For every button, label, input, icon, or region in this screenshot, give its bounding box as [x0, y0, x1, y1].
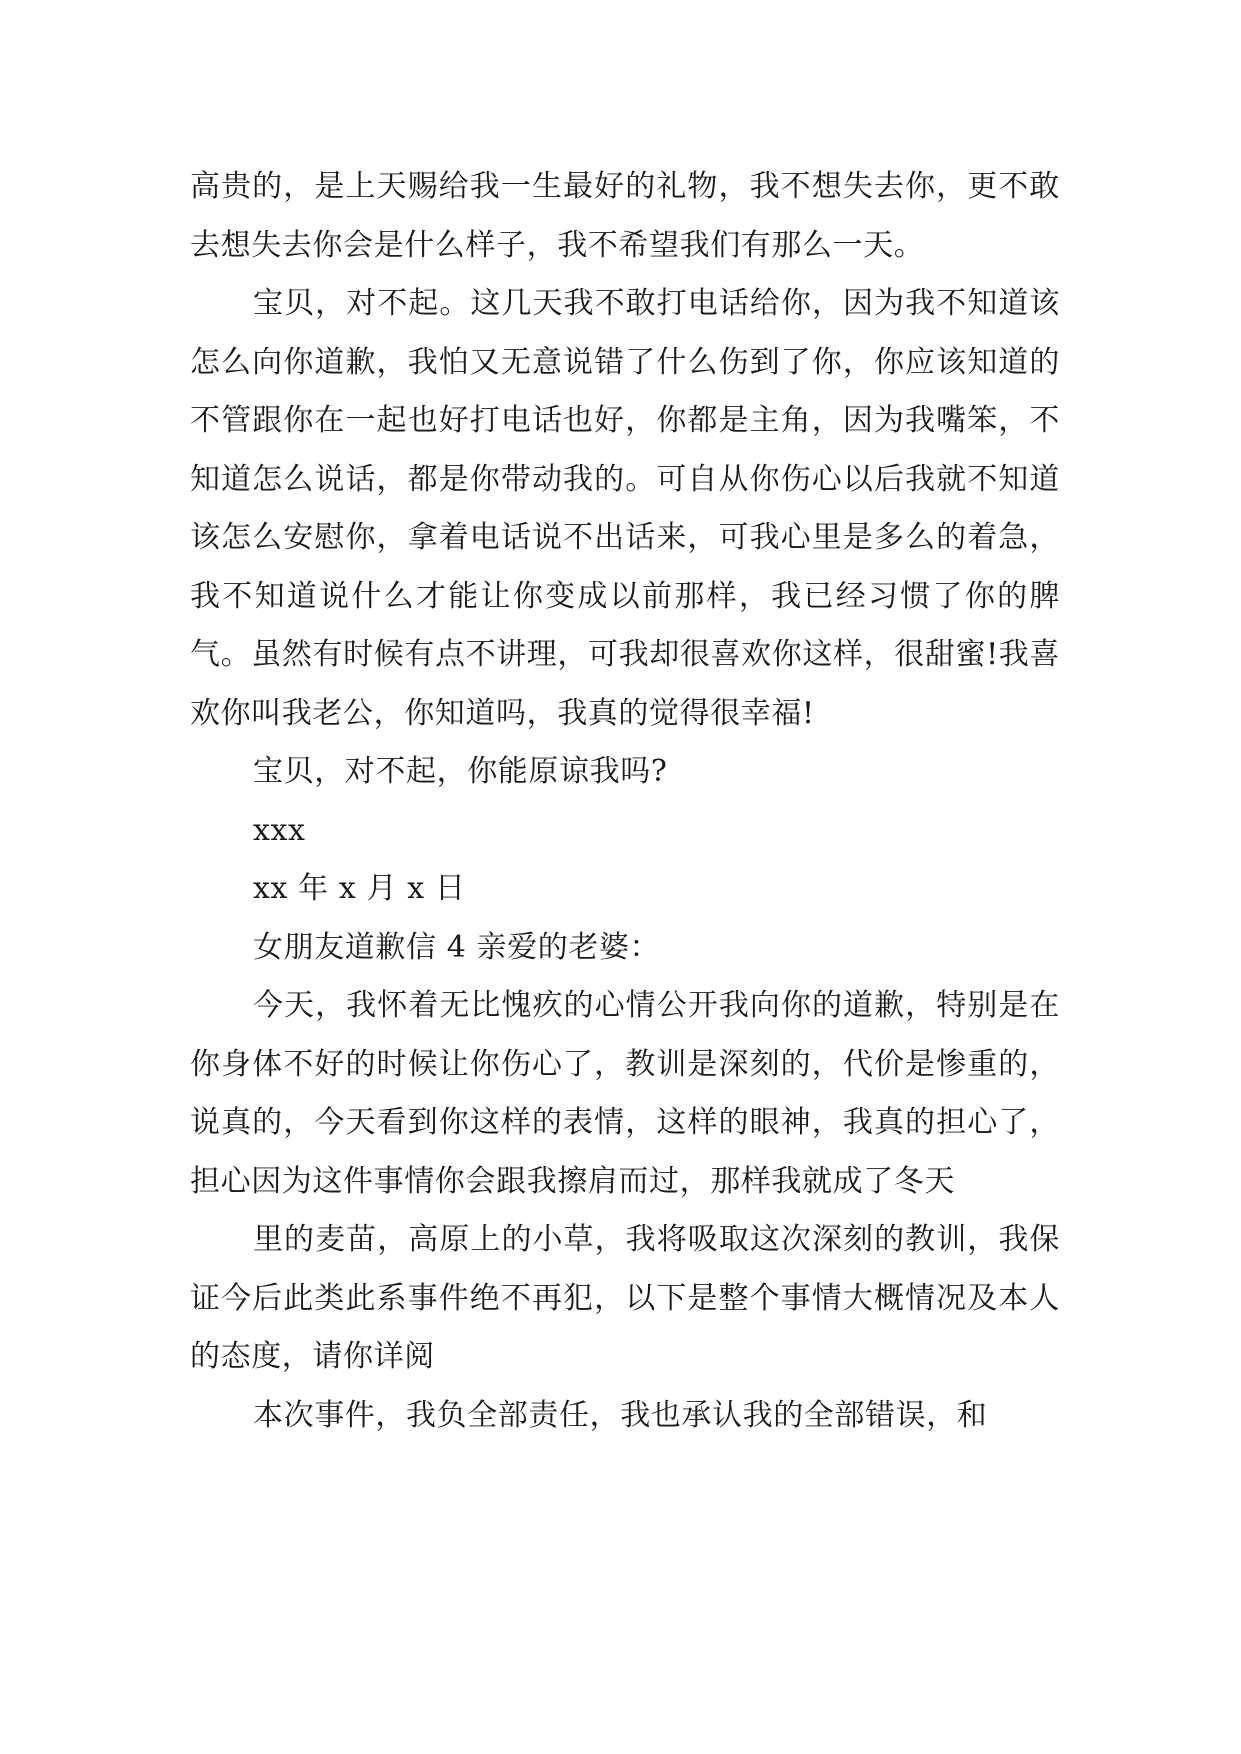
paragraph-forgive-question: 宝贝，对不起，你能原谅我吗? [253, 754, 668, 789]
paragraph-continuation: 高贵的，是上天赐给我一生最好的礼物，我不想失去你，更不敢去想失去你会是什么样子，我不希望我们有那么一天。 [190, 169, 1060, 263]
paragraph-lesson: 里的麦苗，高原上的小草，我将吸取这次深刻的教训，我保证今后此类此系事件绝不再犯，以下是整个事情大概情况及本人的态度，请你详阅 [190, 1222, 1060, 1374]
document-body [190, 158, 1060, 1445]
paragraph-today: 今天，我怀着无比愧疚的心情公开我向你的道歉，特别是在你身体不好的时候让你伤心了，教训是深刻的，代价是惨重的，说真的，今天看到你这样的表情，这样的眼神，我真的担心了，担心因为这件事情你会跟我擦肩而过，那样我就成了冬天 [190, 988, 1060, 1199]
signature-date: xx 年 x 月 x 日 [253, 871, 466, 906]
paragraph-apology-calls: 宝贝，对不起。这几天我不敢打电话给你，因为我不知道该怎么向你道歉，我怕又无意说错了什么伤到了你，你应该知道的不管跟你在一起也好打电话也好，你都是主角，因为我嘴笨，不知道怎么说话，都是你带动我的。可自从你伤心以后我就不知道该怎么安慰你，拿着电话说不出话来，可我心里是多么的着急，我不知道说什么才能让你变成以前那样，我已经习惯了你的脾气。虽然有时候有点不讲理，可我却很喜欢你这样，很甜蜜!我喜欢你叫我老公，你知道吗，我真的觉得很幸福! [190, 286, 1060, 731]
letter-4-heading: 女朋友道歉信 4 亲爱的老婆： [253, 929, 661, 965]
paragraph-responsibility: 本次事件，我负全部责任，我也承认我的全部错误，和 [253, 1397, 988, 1433]
signature-name: xxx [253, 812, 306, 848]
